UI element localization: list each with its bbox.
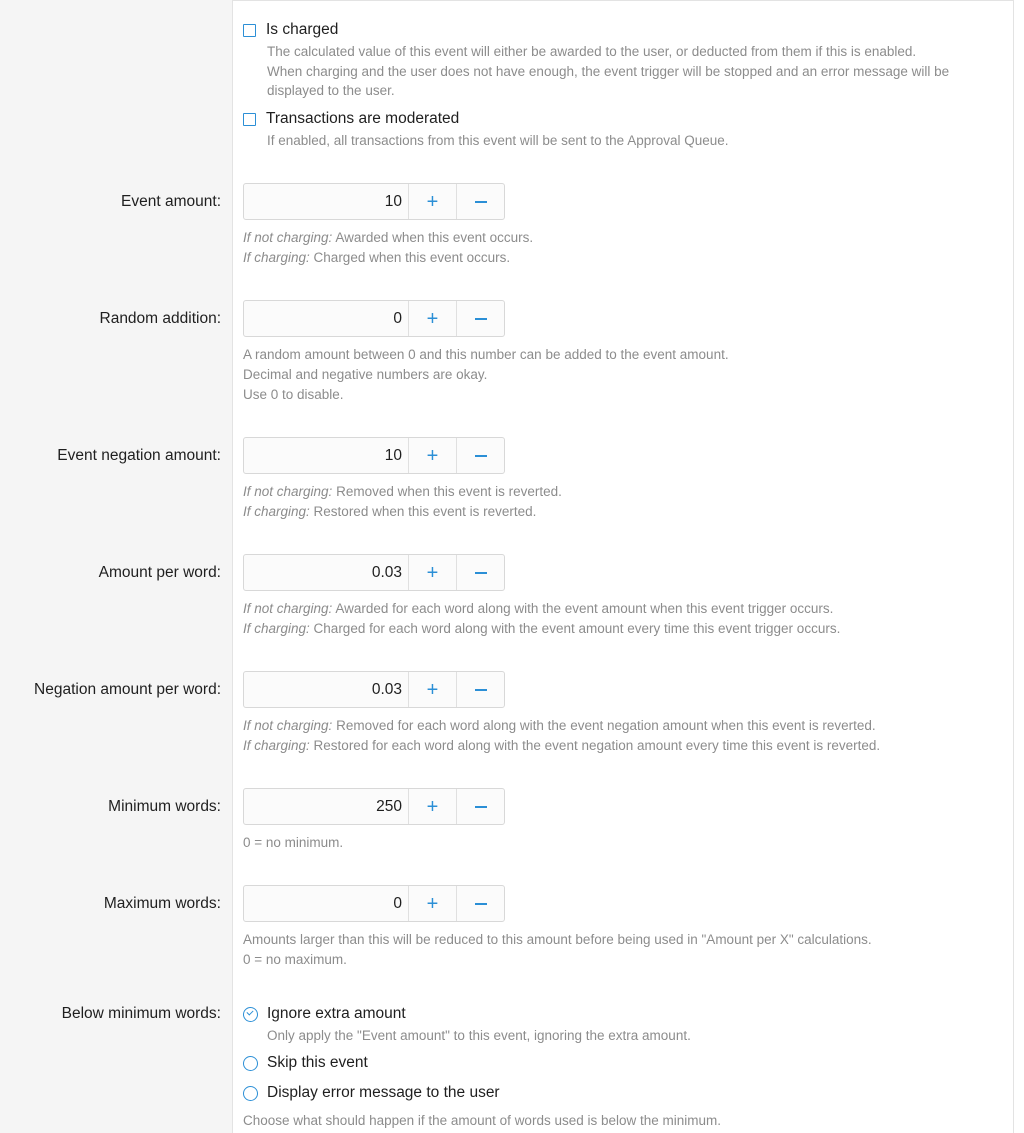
radio-label: Display error message to the user bbox=[267, 1084, 500, 1101]
negation-amount-input[interactable] bbox=[244, 438, 408, 473]
radio-display-error[interactable] bbox=[243, 1083, 500, 1103]
radio-checked-icon[interactable] bbox=[243, 1007, 258, 1022]
random-addition-label: Random addition: bbox=[99, 310, 221, 327]
minimum-words-increment-button[interactable] bbox=[408, 789, 456, 824]
negation-per-word-help-1: If not charging: Removed for each word along with the event negation amount when this event is reverted. bbox=[243, 718, 876, 733]
radio-unchecked-icon[interactable] bbox=[243, 1056, 258, 1071]
amount-per-word-stepper bbox=[243, 554, 505, 591]
maximum-words-label: Maximum words: bbox=[103, 895, 221, 912]
moderated-label: Transactions are moderated bbox=[266, 110, 460, 127]
random-addition-increment-button[interactable] bbox=[408, 301, 456, 336]
negation-per-word-decrement-button[interactable] bbox=[456, 672, 504, 707]
is-charged-label: Is charged bbox=[266, 21, 339, 38]
minus-icon bbox=[475, 318, 487, 320]
amount-per-word-help-2: If charging: Charged for each word along with the event amount every time this event trigger occurs. bbox=[243, 621, 841, 636]
checkbox-icon[interactable] bbox=[243, 24, 256, 37]
random-addition-stepper bbox=[243, 300, 505, 337]
plus-icon: + bbox=[426, 678, 439, 701]
plus-icon: + bbox=[426, 561, 439, 584]
negation-per-word-help-2: If charging: Restored for each word along with the event negation amount every time this event is reverted. bbox=[243, 738, 881, 753]
negation-amount-label: Event negation amount: bbox=[57, 447, 221, 464]
top-border bbox=[232, 0, 1014, 1]
random-addition-help-3: Use 0 to disable. bbox=[243, 387, 344, 402]
amount-per-word-help-1: If not charging: Awarded for each word along with the event amount when this event trigger occurs. bbox=[243, 601, 834, 616]
negation-amount-increment-button[interactable] bbox=[408, 438, 456, 473]
event-amount-stepper bbox=[243, 183, 505, 220]
event-amount-input[interactable] bbox=[244, 184, 408, 219]
minimum-words-label: Minimum words: bbox=[108, 798, 221, 815]
minimum-words-stepper bbox=[243, 788, 505, 825]
ignore-extra-amount-help: Only apply the "Event amount" to this event, ignoring the extra amount. bbox=[267, 1028, 691, 1043]
radio-label: Skip this event bbox=[267, 1054, 368, 1071]
negation-amount-decrement-button[interactable] bbox=[456, 438, 504, 473]
event-amount-label: Event amount: bbox=[121, 193, 221, 210]
radio-skip-event[interactable] bbox=[243, 1053, 368, 1073]
minus-icon bbox=[475, 903, 487, 905]
amount-per-word-decrement-button[interactable] bbox=[456, 555, 504, 590]
amount-per-word-label: Amount per word: bbox=[98, 564, 221, 581]
amount-per-word-input[interactable] bbox=[244, 555, 408, 590]
is-charged-help-3: displayed to the user. bbox=[267, 83, 395, 98]
negation-per-word-stepper bbox=[243, 671, 505, 708]
maximum-words-help-1: Amounts larger than this will be reduced to this amount before being used in "Amount per X" calculations. bbox=[243, 932, 872, 947]
event-amount-decrement-button[interactable] bbox=[456, 184, 504, 219]
moderated-help: If enabled, all transactions from this event will be sent to the Approval Queue. bbox=[267, 133, 729, 148]
amount-per-word-increment-button[interactable] bbox=[408, 555, 456, 590]
minus-icon bbox=[475, 806, 487, 808]
negation-per-word-increment-button[interactable] bbox=[408, 672, 456, 707]
maximum-words-input[interactable] bbox=[244, 886, 408, 921]
radio-ignore-extra-amount[interactable] bbox=[243, 1004, 406, 1024]
is-charged-help-1: The calculated value of this event will either be awarded to the user, or deducted from them if this is enabled. bbox=[267, 44, 917, 59]
plus-icon: + bbox=[426, 307, 439, 330]
maximum-words-increment-button[interactable] bbox=[408, 886, 456, 921]
plus-icon: + bbox=[426, 892, 439, 915]
plus-icon: + bbox=[426, 444, 439, 467]
plus-icon: + bbox=[426, 795, 439, 818]
moderated-checkbox[interactable] bbox=[243, 109, 459, 129]
maximum-words-decrement-button[interactable] bbox=[456, 886, 504, 921]
minus-icon bbox=[475, 201, 487, 203]
plus-icon: + bbox=[426, 190, 439, 213]
random-addition-help-2: Decimal and negative numbers are okay. bbox=[243, 367, 488, 382]
is-charged-help-2: When charging and the user does not have enough, the event trigger will be stopped and an error message will be bbox=[267, 64, 950, 79]
minus-icon bbox=[475, 455, 487, 457]
negation-amount-stepper bbox=[243, 437, 505, 474]
is-charged-checkbox[interactable] bbox=[243, 20, 338, 40]
negation-amount-help-2: If charging: Restored when this event is reverted. bbox=[243, 504, 537, 519]
radio-label: Ignore extra amount bbox=[267, 1005, 406, 1022]
negation-amount-help-1: If not charging: Removed when this event is reverted. bbox=[243, 484, 562, 499]
minimum-words-input[interactable] bbox=[244, 789, 408, 824]
event-amount-help-2: If charging: Charged when this event occurs. bbox=[243, 250, 511, 265]
negation-per-word-input[interactable] bbox=[244, 672, 408, 707]
radio-unchecked-icon[interactable] bbox=[243, 1086, 258, 1101]
minus-icon bbox=[475, 572, 487, 574]
minimum-words-decrement-button[interactable] bbox=[456, 789, 504, 824]
random-addition-input[interactable] bbox=[244, 301, 408, 336]
random-addition-help-1: A random amount between 0 and this number can be added to the event amount. bbox=[243, 347, 729, 362]
event-amount-help-1: If not charging: Awarded when this event occurs. bbox=[243, 230, 534, 245]
random-addition-decrement-button[interactable] bbox=[456, 301, 504, 336]
maximum-words-stepper bbox=[243, 885, 505, 922]
negation-per-word-label: Negation amount per word: bbox=[34, 681, 221, 698]
minimum-words-help: 0 = no minimum. bbox=[243, 835, 344, 850]
maximum-words-help-2: 0 = no maximum. bbox=[243, 952, 347, 967]
below-minimum-label: Below minimum words: bbox=[61, 1005, 221, 1022]
right-border bbox=[1013, 0, 1014, 1133]
minus-icon bbox=[475, 689, 487, 691]
event-amount-increment-button[interactable] bbox=[408, 184, 456, 219]
checkbox-icon[interactable] bbox=[243, 113, 256, 126]
below-minimum-help: Choose what should happen if the amount of words used is below the minimum. bbox=[243, 1113, 722, 1128]
